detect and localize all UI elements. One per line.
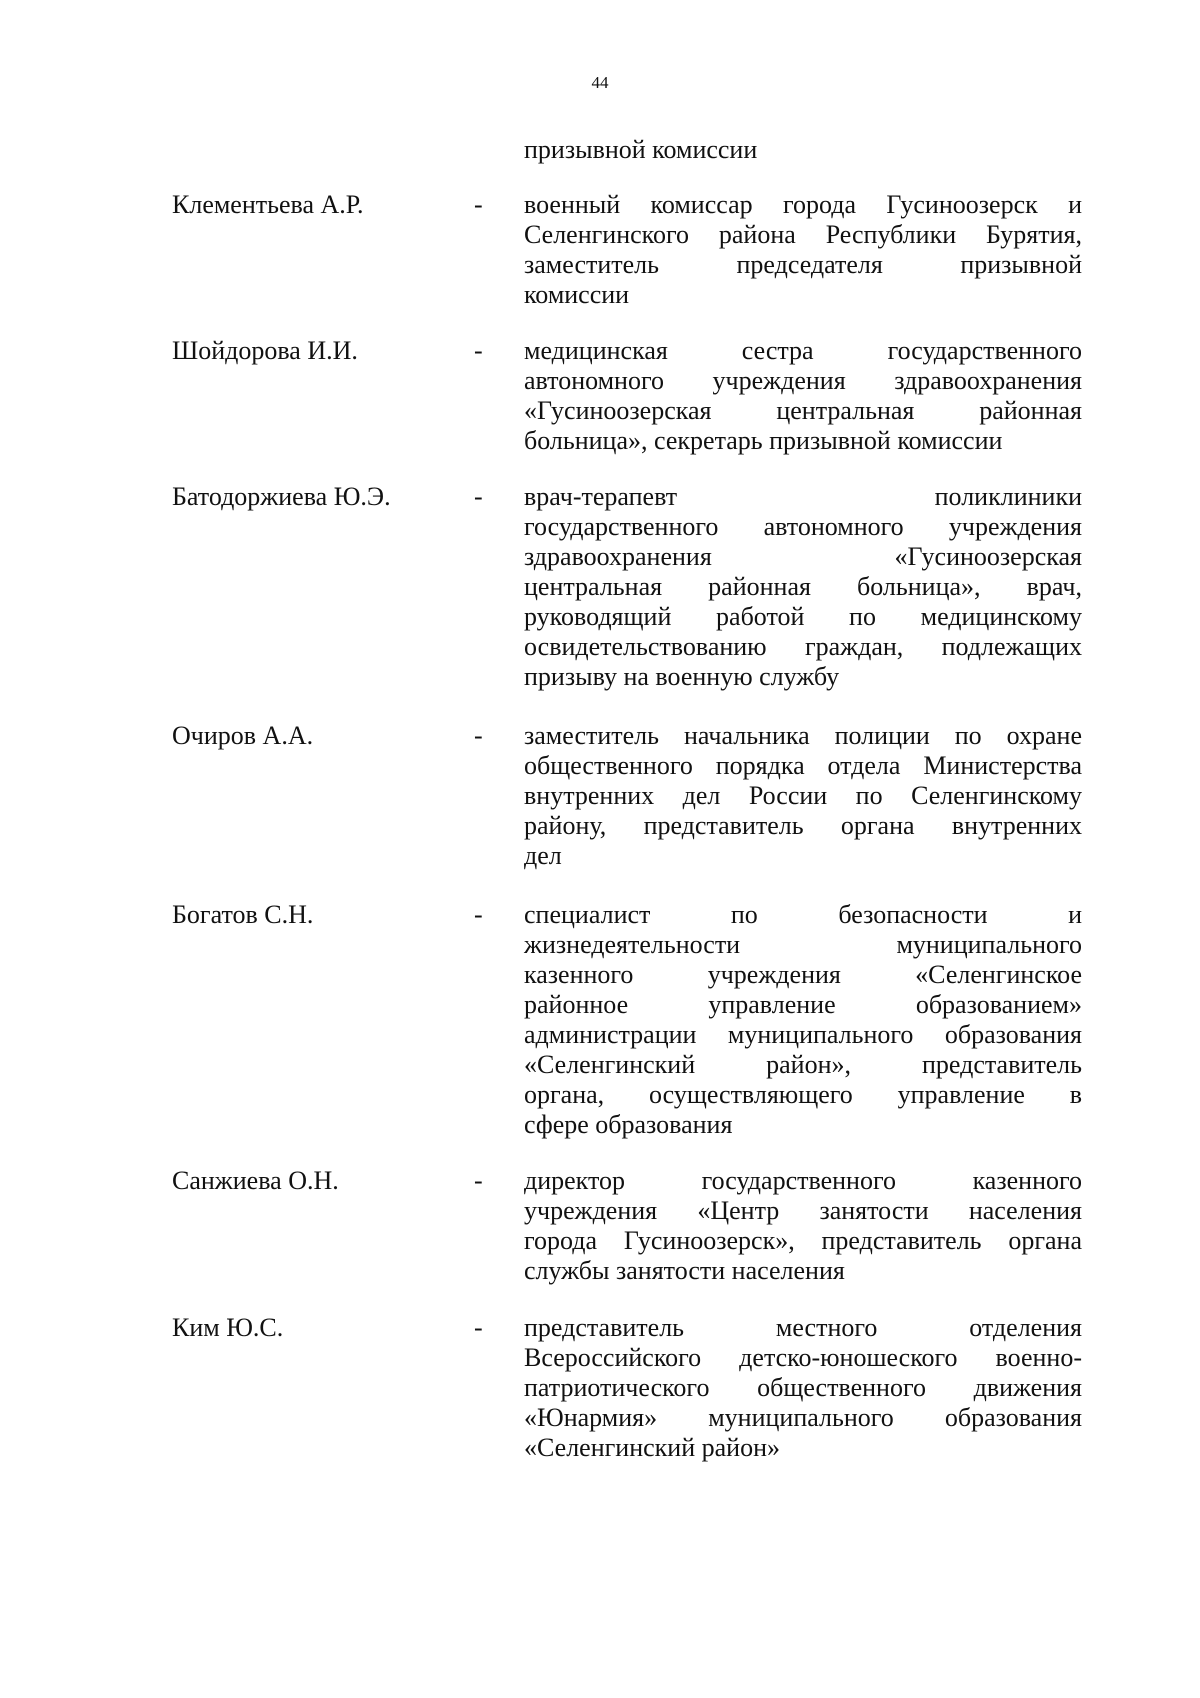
member-role-line: государственного автономного учреждения — [524, 512, 1082, 541]
member-role-line: директор государственного казенного — [524, 1166, 1082, 1195]
member-role — [524, 482, 1082, 692]
member-role-line: «Селенгинский район» — [524, 1433, 780, 1462]
member-role-line: общественного порядка отдела Министерства — [524, 751, 1082, 780]
page-number: 44 — [591, 73, 609, 92]
member-role-line: районное управление образованием» — [524, 990, 1082, 1019]
member-role-line: району, представитель органа внутренних — [524, 811, 1082, 840]
member-name: Санжиева О.Н. — [172, 1166, 339, 1195]
member-name: Очиров А.А. — [172, 721, 314, 750]
member-role-line: руководящий работой по медицинскому — [524, 602, 1082, 631]
member-role-line: жизнедеятельности муниципального — [524, 930, 1082, 959]
member-dash: - — [474, 1313, 483, 1342]
member-role-line: «Селенгинский район», представитель — [524, 1050, 1082, 1079]
member-role-line: заместитель председателя призывной — [524, 250, 1082, 279]
member-role-line: учреждения «Центр занятости населения — [524, 1196, 1082, 1225]
member-role-line: автономного учреждения здравоохранения — [524, 366, 1082, 395]
member-role-line: освидетельствованию граждан, подлежащих — [524, 632, 1082, 661]
member-role-line: представитель местного отделения — [524, 1313, 1082, 1342]
member-name: Батодоржиева Ю.Э. — [172, 482, 391, 511]
member-role-line: призыву на военную службу — [524, 662, 840, 691]
member-role — [524, 1313, 1082, 1463]
member-role-line: Селенгинского района Республики Бурятия, — [524, 220, 1082, 249]
member-role-line: казенного учреждения «Селенгинское — [524, 960, 1082, 989]
member-name: Богатов С.Н. — [172, 900, 314, 929]
member-role-line: заместитель начальника полиции по охране — [524, 721, 1082, 750]
member-role-line: медицинская сестра государственного — [524, 336, 1082, 365]
member-role-line: «Юнармия» муниципального образования — [524, 1403, 1082, 1432]
member-role-line: администрации муниципального образования — [524, 1020, 1082, 1049]
member-role-line: врач-терапевт поликлиники — [524, 482, 1082, 511]
member-dash: - — [474, 1166, 483, 1195]
member-dash: - — [474, 721, 483, 750]
member-name: Шойдорова И.И. — [172, 336, 358, 365]
member-role-line: военный комиссар города Гусиноозерск и — [524, 190, 1082, 219]
member-role-line: внутренних дел России по Селенгинскому — [524, 781, 1082, 810]
member-role — [524, 190, 1082, 310]
member-role — [524, 721, 1082, 871]
member-role-line: органа, осуществляющего управление в — [524, 1080, 1082, 1109]
member-role-line: дел — [524, 841, 562, 870]
member-dash: - — [474, 482, 483, 511]
member-name: Ким Ю.С. — [172, 1313, 284, 1342]
member-role-line: специалист по безопасности и — [524, 900, 1082, 929]
member-dash: - — [474, 190, 483, 219]
member-role-line: здравоохранения «Гусиноозерская — [524, 542, 1082, 571]
member-role-line: «Гусиноозерская центральная районная — [524, 396, 1082, 425]
member-role-line: больница», секретарь призывной комиссии — [524, 426, 1003, 455]
member-role-line: Всероссийского детско-юношеского военно- — [524, 1343, 1082, 1372]
member-role-line: службы занятости населения — [524, 1256, 845, 1285]
member-role-line: сфере образования — [524, 1110, 733, 1139]
member-role — [524, 336, 1082, 456]
member-dash: - — [474, 900, 483, 929]
member-dash: - — [474, 336, 483, 365]
intro-continuation-line: призывной комиссии — [524, 135, 758, 164]
member-name: Клементьева А.Р. — [172, 190, 364, 219]
member-role — [524, 900, 1082, 1140]
member-role-line: патриотического общественного движения — [524, 1373, 1082, 1402]
member-role-line: комиссии — [524, 280, 630, 309]
member-role — [524, 1166, 1082, 1286]
member-role-line: города Гусиноозерск», представитель органа — [524, 1226, 1082, 1255]
member-role-line: центральная районная больница», врач, — [524, 572, 1082, 601]
